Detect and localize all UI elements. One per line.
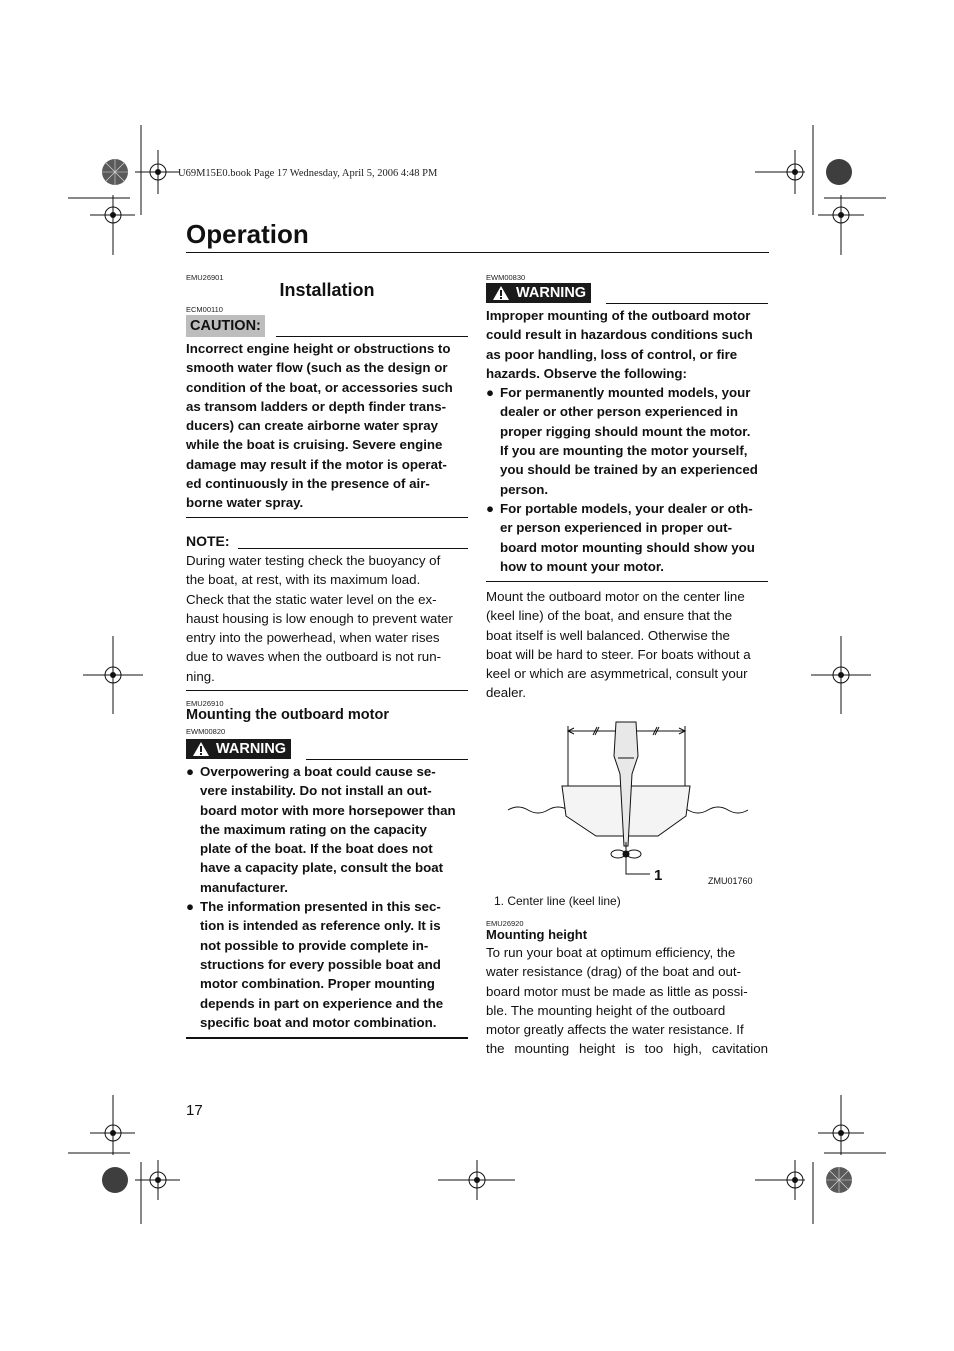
- mounting-height-heading: Mounting height: [486, 927, 588, 942]
- doc-code: EWM00830: [486, 273, 526, 282]
- note-top-rule: [238, 548, 468, 549]
- note-bottom-rule: [186, 690, 468, 691]
- doc-code: ECM00110: [186, 305, 223, 314]
- page-number: 17: [186, 1102, 203, 1119]
- warning-label: [186, 739, 291, 759]
- book-header-line: U69M15E0.book Page 17 Wednesday, April 5, 2006 4:48 PM: [178, 168, 438, 179]
- bullet-icon: ●: [186, 764, 195, 779]
- list-item: ● For permanently mounted models, your dealer or other person experienced in proper rigging should mount the motor. If you are mounting the motor yourself, you should be trained by an experienced person.: [486, 385, 758, 497]
- note-label: NOTE:: [186, 533, 230, 549]
- page-title: Operation: [186, 219, 309, 249]
- warning-triangle-icon: [492, 285, 510, 301]
- right-warning-text: [486, 306, 768, 576]
- warning-top-rule: [606, 303, 768, 304]
- mounting-height-text: To run your boat at optimum efficiency, the water resistance (drag) of the boat and out- board motor must be made as little as possi- ble. The mounting height of the outboard motor greatly affects the water resistance. If the mounting height is too high, cavitation: [486, 945, 768, 1057]
- doc-code: EMU26910: [186, 699, 224, 708]
- list-item: ● For portable models, your dealer or oth- er person experienced in proper out- board motor mounting should show you how to mount your motor.: [486, 500, 755, 574]
- doc-code: EMU26901: [186, 273, 224, 282]
- note-text: During water testing check the buoyancy of the boat, at rest, with its maximum load. Check that the static water level on the ex- haust housing is low enough to prevent water entry into the powerhead, when water rises due to waves when the outboard is not run- ning.: [186, 553, 453, 684]
- warning-bottom-rule: [486, 581, 768, 582]
- title-rule: [186, 252, 769, 253]
- installation-heading: Installation: [279, 280, 375, 300]
- list-item: ● Overpowering a boat could cause se- vere instability. Do not install an out- board motor with more horsepower than the maximum rating on the capacity plate of the boat. If the boat does not have a capacity plate, consult the boat manufacturer.: [186, 764, 456, 895]
- caution-top-rule: [276, 336, 468, 337]
- left-warning-bullets: [186, 762, 468, 1032]
- warning-intro: Improper mounting of the outboard motor could result in hazardous conditions such as poor handling, loss of control, or fire hazards. Observe the following:: [486, 308, 753, 381]
- bullet-icon: ●: [486, 385, 495, 401]
- warning-label-text: WARNING: [516, 285, 587, 301]
- doc-code: EMU26920: [486, 919, 524, 928]
- caution-text: Incorrect engine height or obstructions to smooth water flow (such as the design or condition of the boat, or accessories such as transom ladders or depth finder trans- ducers) can create airborne water spray while the boat is cruising. Severe engine damage may result if the motor is operat- ed continuously in the presence of air- borne water spray.: [186, 341, 453, 511]
- warning-top-rule: [306, 759, 468, 760]
- warning-triangle-icon: [192, 741, 210, 757]
- warning-label-text: WARNING: [216, 741, 287, 757]
- mounting-heading: Mounting the outboard motor: [186, 707, 389, 723]
- list-item: ● The information presented in this sec- tion is intended as reference only. It is not possible to provide complete in- structions for every possible boat and motor combination. Proper mounting depends in part on experience and the specific boat and motor combination.: [186, 899, 444, 1030]
- doc-code: EWM00820: [186, 727, 226, 736]
- bullet-icon: ●: [186, 899, 195, 915]
- caution-label: CAUTION:: [186, 315, 265, 337]
- diagram-code: ZMU01760: [708, 876, 753, 886]
- boat-centerline-diagram: [500, 718, 760, 888]
- body-text: Mount the outboard motor on the center line (keel line) of the boat, and ensure that the boat itself is well balanced. Otherwise the boat will be hard to steer. For boats without a keel or which are asymmetrical, consult your dealer.: [486, 589, 751, 701]
- diagram-callout: 1: [654, 867, 663, 884]
- bullet-icon: ●: [486, 500, 495, 516]
- diagram-caption: 1. Center line (keel line): [494, 894, 621, 908]
- warning-bottom-rule: [186, 1037, 468, 1039]
- caution-bottom-rule: [186, 517, 468, 518]
- warning-label: [486, 283, 591, 303]
